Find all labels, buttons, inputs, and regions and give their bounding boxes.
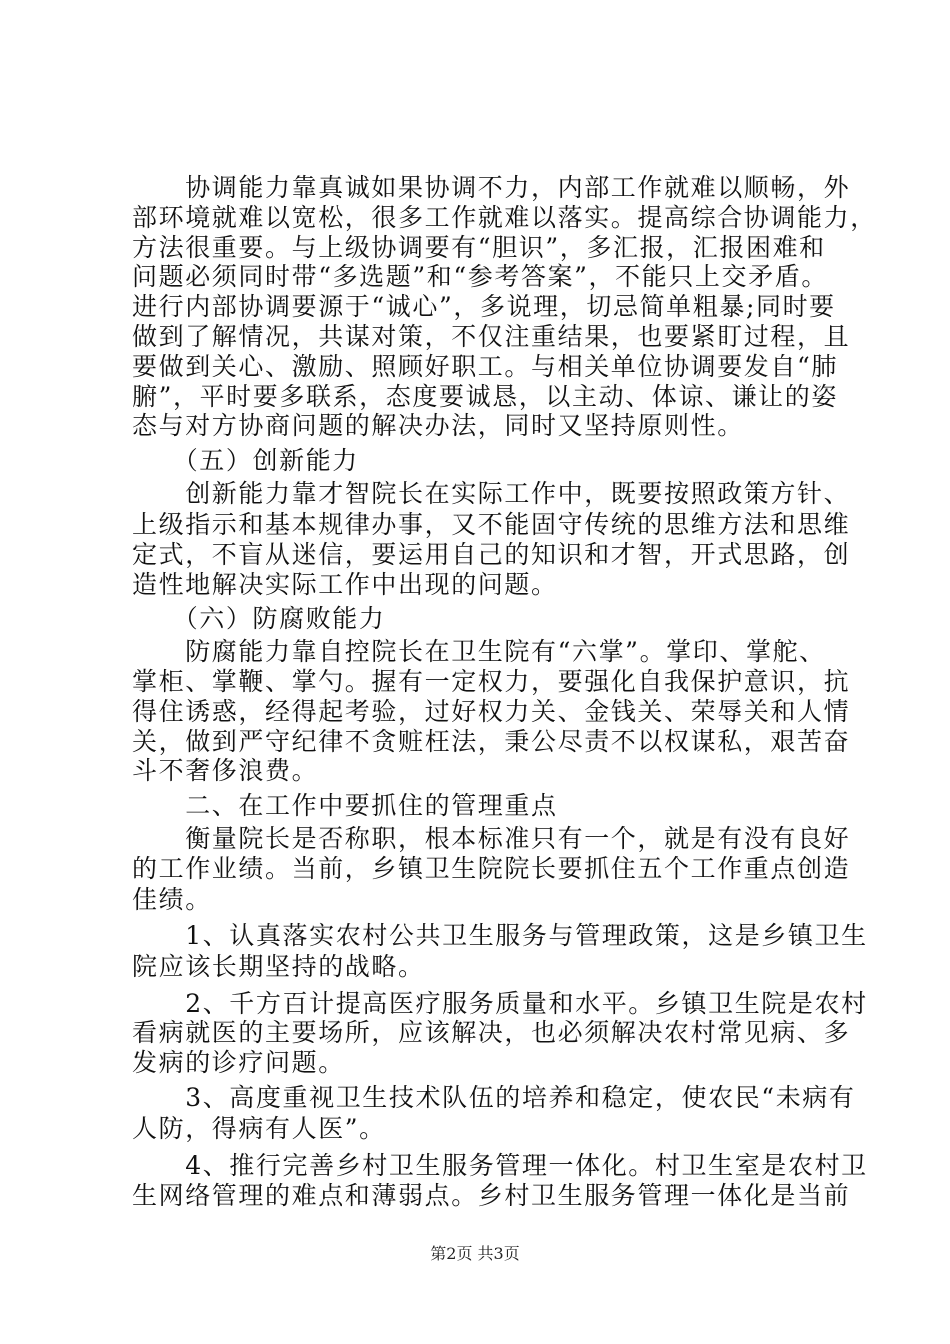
list-item: 4、推行完善乡村卫生服务管理一体化。村卫生室是农村卫 [132, 1151, 868, 1180]
text-line: 做到了解情况，共谋对策，不仅注重结果，也要紧盯过程，且 [132, 322, 851, 351]
text-line: 发病的诊疗问题。 [132, 1048, 345, 1077]
text-line: 部环境就难以宽松，很多工作就难以落实。提高综合协调能力， [132, 203, 877, 232]
text-line: 人防，得病有人医”。 [132, 1114, 386, 1143]
section-heading: 二、在工作中要抓住的管理重点 [132, 791, 558, 820]
text-line: 态与对方协商问题的解决办法，同时又坚持原则性。 [132, 411, 744, 440]
text-line: 定式，不盲从迷信，要运用自己的知识和才智，开式思路，创 [132, 540, 851, 569]
text-line: 上级指示和基本规律办事，又不能固守传统的思维方法和思维 [132, 510, 851, 539]
text-line: 掌柜、掌鞭、掌勺。握有一定权力，要强化自我保护意识，抗 [132, 667, 851, 696]
text-line: 防腐能力靠自控院长在卫生院有“六掌”。掌印、掌舵、 [132, 637, 826, 666]
text-line: 院应该长期坚持的战略。 [132, 952, 425, 981]
text-line: 衡量院长是否称职，根本标准只有一个，就是有没有良好 [132, 824, 851, 853]
page-number-footer: 第2页 共3页 [430, 1244, 520, 1263]
text-line: 得住诱惑，经得起考验，过好权力关、金钱关、荣辱关和人情 [132, 697, 851, 726]
text-line: 造性地解决实际工作中出现的问题。 [132, 570, 558, 599]
list-item: 1、认真落实农村公共卫生服务与管理政策，这是乡镇卫生 [132, 921, 868, 950]
list-item: 2、千方百计提高医疗服务质量和水平。乡镇卫生院是农村 [132, 989, 868, 1018]
text-line: 看病就医的主要场所，应该解决，也必须解决农村常见病、多 [132, 1018, 851, 1047]
section-heading: （六）防腐败能力 [132, 604, 386, 633]
text-line: 方法很重要。与上级协调要有“胆识”，多汇报，汇报困难和 [132, 233, 826, 262]
text-line: 生网络管理的难点和薄弱点。乡村卫生服务管理一体化是当前 [132, 1181, 851, 1210]
text-line: 佳绩。 [132, 885, 212, 914]
text-line: 关，做到严守纪律不贪赃枉法，秉公尽责不以权谋私，艰苦奋 [132, 727, 851, 756]
text-line: 问题必须同时带“多选题”和“参考答案”，不能只上交矛盾。 [132, 262, 828, 291]
text-line: 协调能力靠真诚如果协调不力，内部工作就难以顺畅，外 [132, 173, 851, 202]
list-item: 3、高度重视卫生技术队伍的培养和稳定，使农民“未病有 [132, 1083, 856, 1112]
section-heading: （五）创新能力 [132, 446, 359, 475]
text-line: 腑”，平时要多联系，态度要诚恳，以主动、体谅、谦让的姿 [132, 382, 838, 411]
text-line: 进行内部协调要源于“诚心”，多说理，切忌简单粗暴;同时要 [132, 292, 836, 321]
text-line: 斗不奢侈浪费。 [132, 756, 319, 785]
text-line: 的工作业绩。当前，乡镇卫生院院长要抓住五个工作重点创造 [132, 854, 851, 883]
text-line: 创新能力靠才智院长在实际工作中，既要按照政策方针、 [132, 479, 851, 508]
text-line: 要做到关心、激励、照顾好职工。与相关单位协调要发自“肺 [132, 352, 838, 381]
